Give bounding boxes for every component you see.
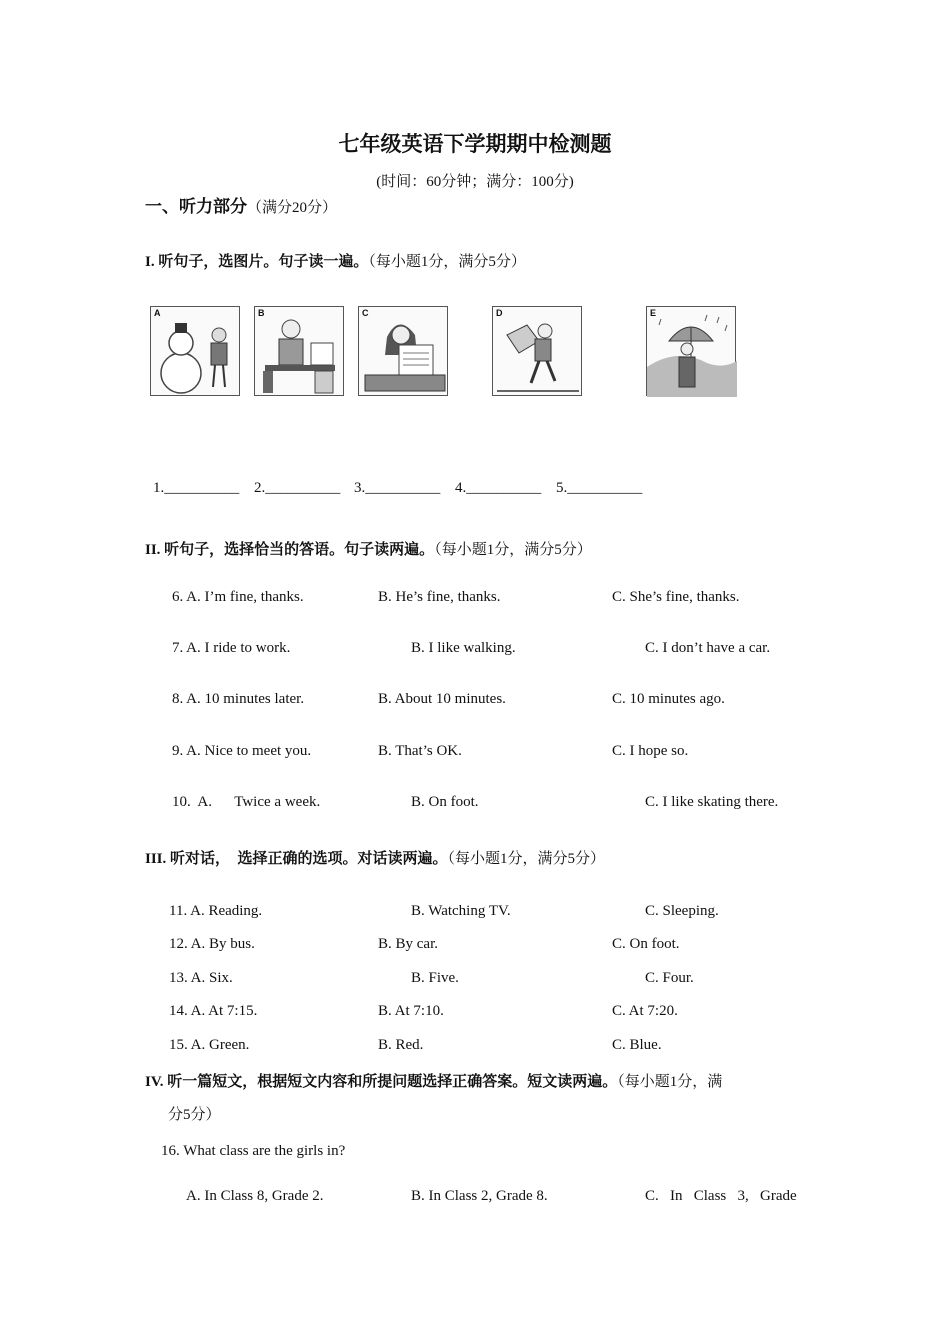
option-c: C. 10 minutes ago.	[612, 691, 725, 707]
option-b: B. At 7:10.	[378, 1003, 444, 1019]
part-heading	[145, 192, 337, 217]
option-b: B. On foot.	[411, 794, 479, 810]
option-c: C. I like skating there.	[645, 794, 779, 810]
option-a: A. In Class 8, Grade 2.	[186, 1188, 324, 1204]
option-c: C. She’s fine, thanks.	[612, 589, 740, 605]
section-4-note: （每小题1分，满	[617, 1074, 723, 1090]
question-7: 7. A. I ride to work.	[172, 640, 291, 656]
question-13: 13. A. Six.	[169, 970, 233, 986]
question-8: 8. A. 10 minutes later.	[172, 691, 305, 707]
carrying-box-illustration	[493, 307, 583, 397]
picture-label: B	[258, 308, 265, 318]
picture-c	[358, 306, 448, 396]
section-3-note: （每小题1分，满分5分）	[447, 851, 606, 867]
option-b: B. I like walking.	[411, 640, 516, 656]
section-4-label: IV. 听一篇短文，根据短文内容和所提问题选择正确答案。短文读两遍。	[145, 1074, 618, 1090]
section-2-label: II. 听句子，选择恰当的答语。句子读两遍。	[145, 542, 435, 558]
option-b: B. Watching TV.	[411, 903, 511, 919]
picture-b	[254, 306, 344, 396]
section-2-heading	[145, 538, 592, 559]
option-c: C. I don’t have a car.	[645, 640, 771, 656]
exam-info: (时间：60分钟；满分：100分)	[376, 174, 574, 190]
option-c: C. Four.	[645, 970, 694, 986]
section-4-note-cont: 分5分）	[168, 1107, 221, 1123]
picture-d	[492, 306, 582, 396]
option-b: B. Red.	[378, 1037, 424, 1053]
option-b: B. Five.	[411, 970, 459, 986]
question-15: 15. A. Green.	[169, 1037, 250, 1053]
section-4-heading	[145, 1070, 722, 1091]
section-1-note: （每小题1分，满分5分）	[368, 254, 526, 270]
section-3-label: III. 听对话， 选择正确的选项。对话读两遍。	[145, 851, 448, 867]
picture-a	[150, 306, 240, 396]
option-c: C. On foot.	[612, 936, 680, 952]
question-16: 16. What class are the girls in?	[161, 1143, 346, 1159]
answer-blank-5[interactable]: 5.__________	[556, 480, 643, 496]
picture-e	[646, 306, 736, 396]
page-title: 七年级英语下学期期中检测题	[338, 132, 612, 156]
picture-label: D	[496, 308, 503, 318]
reading-newspaper-illustration	[359, 307, 449, 397]
option-b: B. That’s OK.	[378, 743, 462, 759]
picture-label: A	[154, 308, 161, 318]
section-1-label: I. 听句子，选图片。句子读一遍。	[145, 254, 369, 270]
answer-blank-1[interactable]: 1.__________	[153, 480, 240, 496]
snowman-illustration	[151, 307, 241, 397]
picture-label: E	[650, 308, 657, 318]
question-12: 12. A. By bus.	[169, 936, 255, 952]
section-3-heading	[145, 847, 605, 868]
question-14: 14. A. At 7:15.	[169, 1003, 258, 1019]
option-c: C. Blue.	[612, 1037, 662, 1053]
option-b: B. In Class 2, Grade 8.	[411, 1188, 548, 1204]
section-2-note: （每小题1分，满分5分）	[434, 542, 592, 558]
section-1-heading	[145, 250, 526, 271]
answer-blank-2[interactable]: 2.__________	[254, 480, 341, 496]
option-b: B. About 10 minutes.	[378, 691, 506, 707]
part-score-note: （满分20分）	[247, 200, 338, 216]
question-10: 10. A. Twice a week.	[172, 794, 321, 810]
picture-label: C	[362, 308, 369, 318]
question-6: 6. A. I’m fine, thanks.	[172, 589, 304, 605]
question-11: 11. A. Reading.	[169, 903, 263, 919]
option-c: C. I hope so.	[612, 743, 689, 759]
umbrella-in-rain-illustration	[647, 307, 737, 397]
answer-blank-4[interactable]: 4.__________	[455, 480, 542, 496]
answer-blank-3[interactable]: 3.__________	[354, 480, 441, 496]
writer-illustration	[255, 307, 345, 397]
part-title: 一、听力部分	[145, 197, 247, 216]
option-b: B. By car.	[378, 936, 438, 952]
option-b: B. He’s fine, thanks.	[378, 589, 501, 605]
question-9: 9. A. Nice to meet you.	[172, 743, 312, 759]
option-c: C. Sleeping.	[645, 903, 719, 919]
option-c: C. In Class 3, Grade	[645, 1188, 797, 1204]
option-c: C. At 7:20.	[612, 1003, 678, 1019]
